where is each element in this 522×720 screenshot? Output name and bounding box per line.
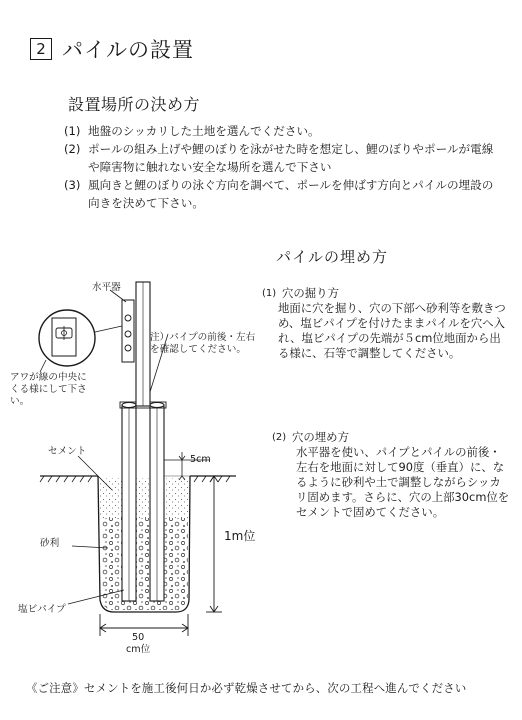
- level-label: 水平器: [92, 282, 121, 293]
- depth-label: 1m位: [224, 529, 256, 543]
- depth-dimension: [206, 476, 222, 612]
- step-text: 風向きと鯉のぼりの泳ぐ方向を調べて、ポールを伸ばす方向とパイルの埋設の向きを決めて下さい。: [88, 178, 494, 210]
- dig-body: 地面に穴を掘り、穴の下部へ砂利等を敷きつめ、塩ビパイプを付けたままパイルを穴へ入れ、塩ビパイプの先端が５cm位地面から出る様に、石等で調整してください。: [278, 301, 506, 360]
- fill-number: (2): [272, 432, 287, 443]
- step-number: (3): [64, 178, 81, 192]
- protrude-label: 5cm: [190, 454, 211, 465]
- width-value: 50: [132, 632, 145, 643]
- step-number: (1): [64, 124, 81, 138]
- section-title: パイルの設置: [62, 38, 194, 62]
- cement-leader: [78, 456, 112, 490]
- step-text: ポールの組み上げや鯉のぼりを泳がせた時を想定し、鯉のぼりやポールが電線や障害物に触れない安全な場所を選んで下さい: [88, 142, 494, 174]
- gravel-fill: [101, 518, 188, 610]
- dig-title: 穴の掘り方: [282, 286, 339, 300]
- dig-number: (1): [262, 288, 277, 299]
- cement-layer: [100, 478, 188, 518]
- gravel-label: 砂利: [40, 538, 60, 549]
- fill-body: 水平器を使い、パイプとパイルの前後・左右を地面に対して90度（垂直）に、なるように砂利や土で調整しながらシッカリ固めます。さらに、穴の上部30cm位をセメントで固めてください。: [296, 445, 510, 519]
- pole: [136, 282, 150, 406]
- bubble-magnifier: [39, 310, 122, 372]
- step-text: 地盤のシッカリした土地を選んでください。: [88, 124, 320, 138]
- section-number: 2: [36, 40, 46, 58]
- cement-label: セメント: [48, 446, 87, 457]
- caution-notice: 《ご注意》セメントを施工後何日か必ず乾燥させてから、次の工程へ進んでください: [26, 681, 467, 695]
- fill-title: 穴の埋め方: [292, 430, 349, 444]
- pipe-check-note: 注）パイプの前後・左右を確認してください。: [150, 332, 256, 355]
- pvc-pipe-label: 塩ビパイプ: [18, 604, 66, 615]
- step-number: (2): [64, 142, 81, 156]
- method-heading: パイルの埋め方: [276, 248, 389, 266]
- placement-heading: 設置場所の決め方: [68, 95, 201, 114]
- width-unit: cm位: [126, 644, 151, 655]
- bubble-instruction: アワが線の中央にくる様にして下さい。: [10, 372, 87, 407]
